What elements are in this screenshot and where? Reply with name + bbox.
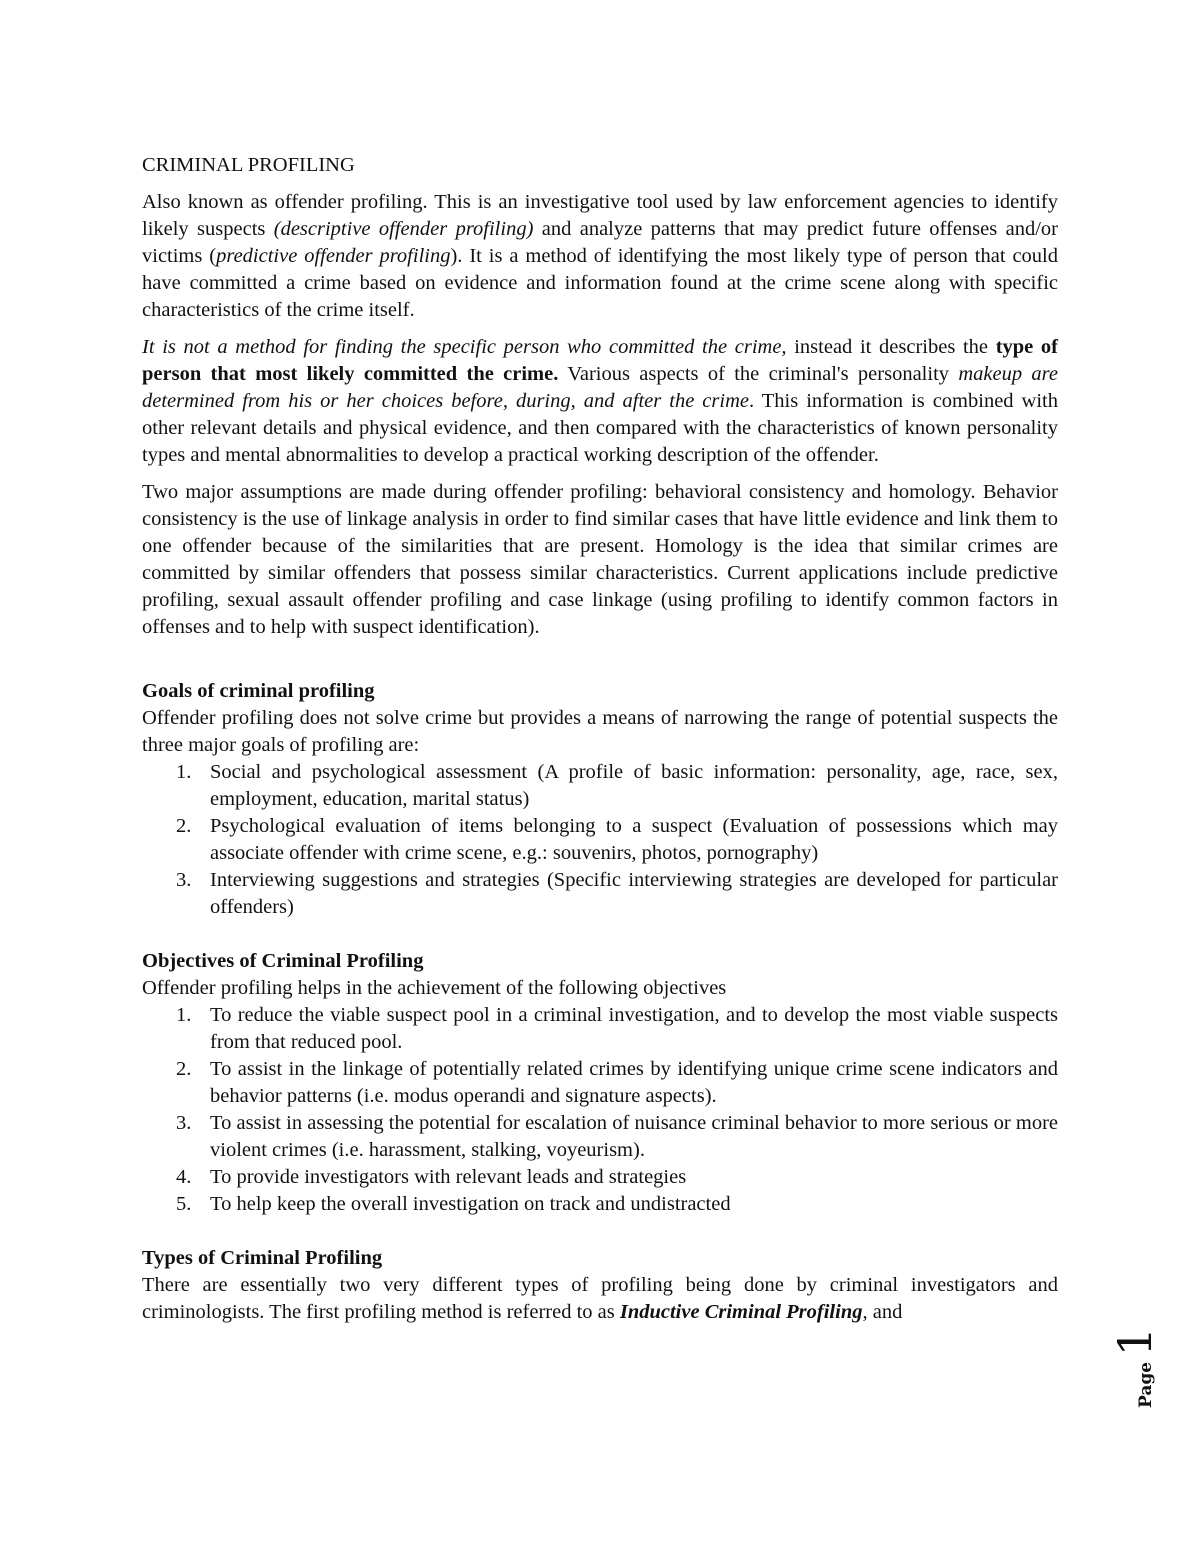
text-run: Also known as offender profiling. This is an investigative tool used by law enforcement agencies to identify likely suspects: [142, 191, 1058, 240]
list-text: To help keep the overall investigation on track and undistracted: [210, 1193, 731, 1215]
list-text: To assist in the linkage of potentially related crimes by identifying unique crime scene indicators and behavior patterns (i.e. modus operandi and signature aspects).: [210, 1058, 1058, 1107]
list-number: 3.: [176, 1112, 192, 1134]
text-run: . This information is combined with other relevant details and physical evidence, and then compared with the characteristics of known personality types and mental abnormalities to develop a practical working description of the offender.: [142, 390, 1059, 466]
list-number: 2.: [176, 815, 192, 837]
list-item: [142, 1002, 1058, 1056]
document-title: CRIMINAL PROFILING: [142, 154, 355, 176]
text-run: , and: [862, 1301, 903, 1323]
list-item: [142, 1056, 1058, 1110]
bold-run: type of person that most likely committed the crime.: [142, 336, 1059, 385]
objectives-list: [142, 1002, 1058, 1218]
list-number: 1.: [176, 1004, 192, 1026]
list-text: Psychological evaluation of items belonging to a suspect (Evaluation of possessions which may associate offender with crime scene, e.g.: souvenirs, photos, pornography): [210, 815, 1058, 864]
spacer: [142, 921, 1058, 948]
text-run: Various aspects of the criminal's personality: [558, 363, 959, 385]
goals-list: [142, 759, 1058, 921]
page-word: Page: [1136, 1361, 1156, 1408]
page-number: 1: [1108, 1327, 1162, 1357]
objectives-intro: Offender profiling helps in the achievement of the following objectives: [142, 977, 727, 999]
types-paragraph: [142, 1272, 1058, 1326]
spacer: [142, 651, 1058, 678]
list-text: To assist in assessing the potential for escalation of nuisance criminal behavior to more serious or more violent crimes (i.e. harassment, stalking, voyeurism).: [210, 1112, 1058, 1161]
list-text: Social and psychological assessment (A profile of basic information: personality, age, race, sex, employment, education, marital status): [210, 761, 1058, 810]
page-number-label: [1108, 1327, 1162, 1408]
list-number: 5.: [176, 1193, 192, 1215]
intro-paragraph-1: [142, 189, 1058, 324]
text-run: and analyze patterns that may predict future offenses and/or victims (: [142, 218, 1058, 267]
objectives-heading: Objectives of Criminal Profiling: [142, 950, 424, 972]
list-number: 1.: [176, 761, 192, 783]
list-item: [142, 813, 1058, 867]
text-run: ). It is a method of identifying the most likely type of person that could have committed a crime based on evidence and information found at the crime scene along with specific characteristics of the crime itself.: [142, 245, 1059, 321]
page-number-rotated: [1108, 1327, 1162, 1408]
list-text: To reduce the viable suspect pool in a criminal investigation, and to develop the most viable suspects from that reduced pool.: [210, 1004, 1058, 1053]
italic-run: (descriptive offender profiling): [273, 218, 534, 240]
italic-run: predictive offender profiling: [216, 245, 451, 267]
text-run: There are essentially two very different types of profiling being done by criminal investigators and criminologists. The first profiling method is referred to as: [142, 1274, 1058, 1323]
list-text: Interviewing suggestions and strategies (Specific interviewing strategies are developed for particular offenders): [210, 869, 1058, 918]
intro-paragraph-3: Two major assumptions are made during offender profiling: behavioral consistency and homology. Behavior consistency is the use of linkage analysis in order to find similar cases that have little evidence and link them to one offender because of the similarities that are present. Homology is the idea that similar crimes are committed by similar offenders that possess similar characteristics. Current applications include predictive profiling, sexual assault offender profiling and case linkage (using profiling to identify common factors in offenses and to help with suspect identification).: [142, 481, 1058, 638]
document-body: [142, 152, 1058, 1336]
goals-heading: Goals of criminal profiling: [142, 680, 375, 702]
list-number: 2.: [176, 1058, 192, 1080]
list-item: [142, 1191, 1058, 1218]
italic-run: It is not a method for finding the specific person who committed the crime,: [142, 336, 787, 358]
list-text: To provide investigators with relevant leads and strategies: [210, 1166, 687, 1188]
goals-intro: Offender profiling does not solve crime but provides a means of narrowing the range of potential suspects the three major goals of profiling are:: [142, 707, 1058, 756]
intro-paragraph-2: [142, 334, 1058, 469]
list-number: 3.: [176, 869, 192, 891]
list-item: [142, 1164, 1058, 1191]
list-number: 4.: [176, 1166, 192, 1188]
list-item: [142, 1110, 1058, 1164]
italic-run: makeup are determined from his or her choices before, during, and after the crime: [142, 363, 1058, 412]
list-item: [142, 759, 1058, 813]
spacer: [142, 1218, 1058, 1245]
text-run: instead it describes the: [786, 336, 996, 358]
types-heading: Types of Criminal Profiling: [142, 1247, 383, 1269]
bold-italic-run: Inductive Criminal Profiling: [619, 1301, 863, 1323]
list-item: [142, 867, 1058, 921]
